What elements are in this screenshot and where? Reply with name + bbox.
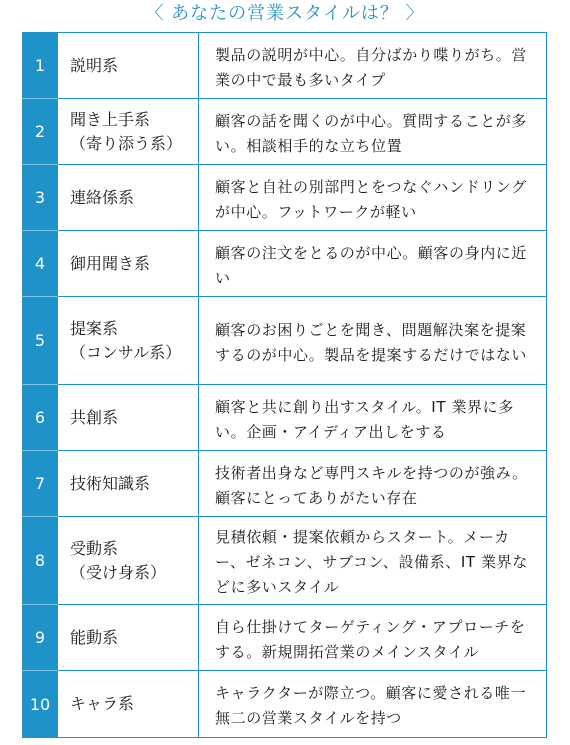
row-number: 3 [22,165,58,231]
table-row [22,605,547,671]
row-number: 1 [22,33,58,99]
style-name: 連絡係系 [58,165,199,230]
style-name: 受動系 （受け身系） [58,517,199,604]
row-number: 10 [22,671,58,737]
style-description: 顧客の話を聞くのが中心。質問することが多い。相談相手的な立ち位置 [199,99,547,164]
style-name: 聞き上手系 （寄り添う系） [58,99,199,164]
table-row [22,33,547,99]
style-name: 能動系 [58,605,199,670]
row-number: 2 [22,99,58,165]
row-number: 5 [22,297,58,385]
table-row [22,385,547,451]
table-row [22,231,547,297]
style-description: 見積依頼・提案依頼からスタート。メーカー、ゼネコン、サブコン、設備系、IT 業界などに多いスタイル [199,517,547,604]
table-row [22,451,547,517]
table-row [22,99,547,165]
style-description: 顧客と共に創り出すスタイル。IT 業界に多い。企画・アイディア出しをする [199,385,547,450]
row-number: 9 [22,605,58,671]
row-number: 4 [22,231,58,297]
style-description: 顧客と自社の別部門とをつなぐハンドリングが中心。フットワークが軽い [199,165,547,230]
style-name: 提案系 （コンサル系） [58,297,199,384]
table-row [22,297,547,385]
table-row [22,517,547,605]
table-row [22,165,547,231]
row-number: 7 [22,451,58,517]
style-description: キャラクターが際立つ。顧客に愛される唯一無二の営業スタイルを持つ [199,671,547,737]
row-number: 8 [22,517,58,605]
style-description: 製品の説明が中心。自分ばかり喋りがち。営業の中で最も多いタイプ [199,33,547,98]
style-name: キャラ系 [58,671,199,737]
style-description: 顧客の注文をとるのが中心。顧客の身内に近い [199,231,547,296]
style-description: 技術者出身など専門スキルを持つのが強み。顧客にとってありがたい存在 [199,451,547,516]
style-description: 自ら仕掛けてターゲティング・アプローチをする。新規開拓営業のメインスタイル [199,605,547,670]
table-row [22,671,547,738]
page-title: 〈 あなたの営業スタイルは？ 〉 [145,3,425,24]
style-name: 説明系 [58,33,199,98]
style-description: 顧客のお困りごとを聞き、問題解決案を提案するのが中心。製品を提案するだけではない [199,297,547,384]
row-number: 6 [22,385,58,451]
style-name: 技術知識系 [58,451,199,516]
sales-style-table [22,32,547,739]
style-name: 共創系 [58,385,199,450]
style-name: 御用聞き系 [58,231,199,296]
